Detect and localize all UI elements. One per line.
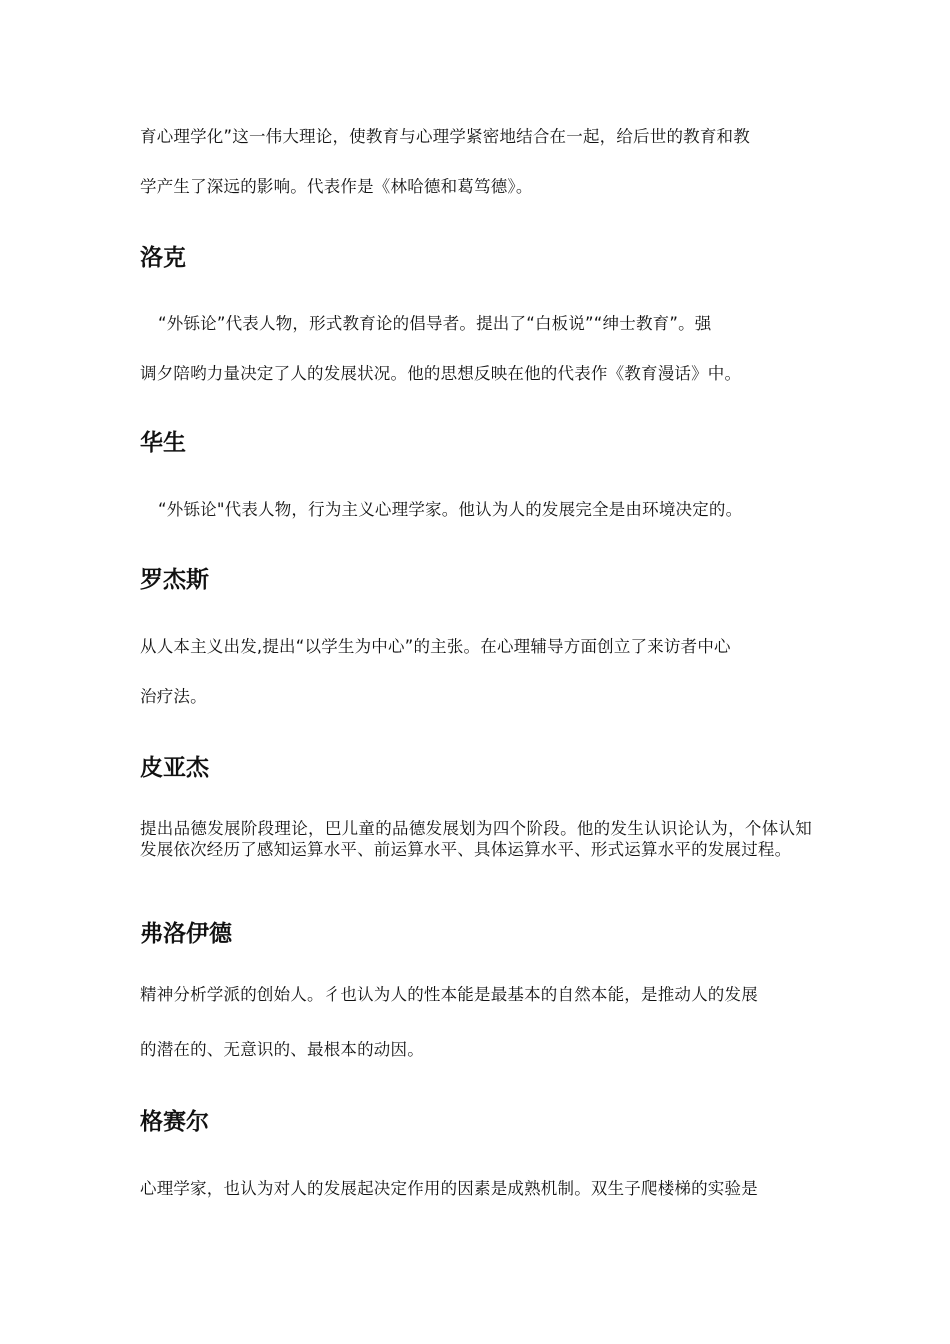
section-heading-locke: 洛克 [140, 245, 186, 271]
locke-line-2: 调夕陪哟力量决定了人的发展状况。他的思想反映在他的代表作《教育漫话》中。 [140, 364, 742, 383]
section-heading-freud: 弗洛伊德 [140, 921, 232, 947]
section-heading-watson: 华生 [140, 430, 186, 456]
section-heading-gesell: 格赛尔 [140, 1109, 209, 1135]
section-heading-piaget: 皮亚杰 [140, 755, 209, 781]
rogers-line-2: 治疗法。 [140, 687, 207, 706]
gesell-line-1: 心理学家，也认为对人的发展起决定作用的因素是成熟机制。双生子爬楼梯的实验是 [140, 1179, 758, 1198]
rogers-line-1: 从人本主义出发,提出“以学生为中心”的主张。在心理辅导方面创立了来访者中心 [140, 637, 731, 656]
intro-line-2: 学产生了深远的影响。代表作是《林哈德和葛笃德》。 [140, 177, 533, 196]
intro-line-1: 育心理学化”这一伟大理论，使教育与心理学紧密地结合在一起，给后世的教育和教 [140, 127, 750, 146]
watson-line-1: “外铄论"代表人物，行为主义心理学家。他认为人的发展完全是由环境决定的。 [158, 500, 743, 519]
freud-line-1: 精神分析学派的创始人。彳也认为人的性本能是最基本的自然本能，是推动人的发展 [140, 985, 758, 1004]
section-heading-rogers: 罗杰斯 [140, 567, 209, 593]
piaget-paragraph: 提出品德发展阶段理论，巴儿童的品德发展划为四个阶段。他的发生认识论认为，个体认知发展依次经历了感知运算水平、前运算水平、具体运算水平、形式运算水平的发展过程。 [140, 819, 812, 859]
locke-line-1: “外铄论”代表人物，形式教育论的倡导者。提出了“白板说”“绅士教育”。强 [158, 314, 712, 333]
freud-line-2: 的潜在的、无意识的、最根本的动因。 [140, 1040, 424, 1059]
